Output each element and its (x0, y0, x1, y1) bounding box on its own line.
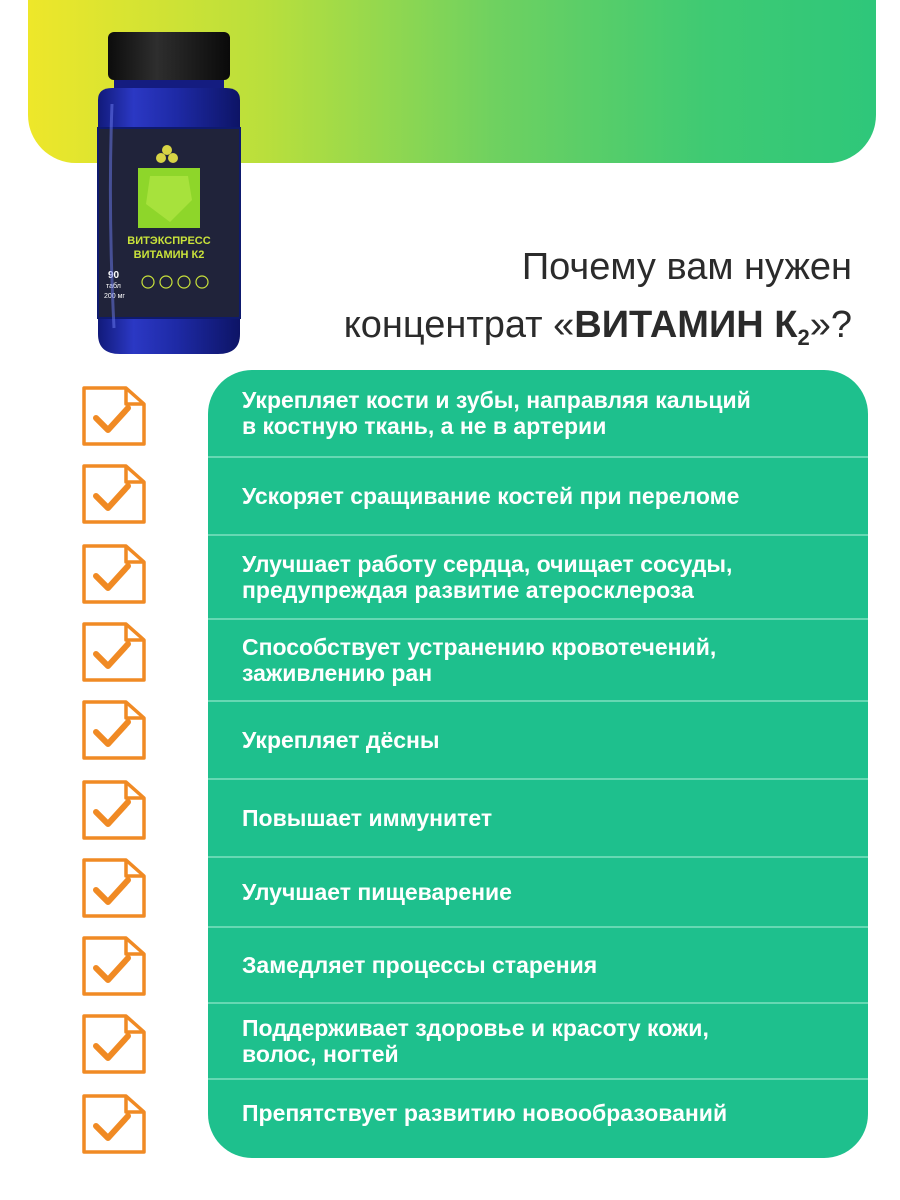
benefit-line: Укрепляет кости и зубы, направляя кальций (242, 387, 751, 413)
bottle-brand: ВИТЭКСПРЕСС (127, 235, 211, 247)
headline-subscript: 2 (797, 325, 810, 350)
benefit-line: волос, ногтей (242, 1041, 399, 1067)
benefit-text (242, 805, 492, 831)
checklist-icon (78, 1090, 150, 1158)
benefit-text (242, 727, 440, 753)
benefit-text (242, 1015, 709, 1067)
checklist-icon (78, 618, 150, 686)
benefit-line: Улучшает пищеварение (242, 879, 512, 905)
benefit-row (208, 536, 868, 618)
headline-line-1: Почему вам нужен (521, 246, 852, 288)
headline-line-2 (252, 296, 852, 354)
benefit-line: Укрепляет дёсны (242, 727, 440, 753)
benefit-row (208, 620, 868, 700)
headline-prefix: концентрат « (343, 304, 575, 346)
checklist-icon (78, 1010, 150, 1078)
benefit-row (208, 780, 868, 856)
benefit-line: Ускоряет сращивание костей при переломе (242, 483, 740, 509)
product-bottle-image (88, 28, 248, 358)
bottle-product-name: ВИТАМИН К2 (133, 249, 205, 261)
benefit-line: Препятствует развитию новообразований (242, 1100, 728, 1126)
benefit-line: Улучшает работу сердца, очищает сосуды, (242, 551, 733, 577)
benefits-panel (208, 370, 868, 1158)
benefit-text (242, 551, 732, 603)
headline-suffix: »? (809, 304, 852, 346)
benefit-row (208, 702, 868, 778)
benefit-row (208, 858, 868, 926)
benefit-line: Замедляет процессы старения (242, 952, 598, 978)
checklist-icon (78, 382, 150, 450)
checklist-icon (78, 460, 150, 528)
benefit-line: заживлению ран (242, 660, 433, 686)
headline-accent: ВИТАМИН К (574, 304, 798, 346)
bottle-count: 90 (108, 270, 120, 281)
benefit-line: Поддерживает здоровье и красоту кожи, (242, 1015, 709, 1041)
benefit-row (208, 928, 868, 1002)
bottle-count-unit: табл (106, 283, 121, 290)
benefit-row (208, 458, 868, 534)
benefit-line: в костную ткань, а не в артерии (242, 413, 607, 439)
checklist-icon (78, 540, 150, 608)
benefit-line: Способствует устранению кровотечений, (242, 634, 717, 660)
checklist-icon (78, 776, 150, 844)
checklist-icon (78, 696, 150, 764)
benefit-row (208, 370, 868, 456)
benefit-line: предупреждая развитие атеросклероза (242, 577, 694, 603)
benefit-text (242, 952, 597, 978)
benefit-text (242, 1100, 727, 1126)
headline (252, 238, 852, 354)
benefit-text (242, 483, 739, 509)
benefit-row (208, 1004, 868, 1078)
benefit-line: Повышает иммунитет (242, 805, 493, 831)
benefit-text (242, 634, 716, 686)
benefit-row (208, 1080, 868, 1146)
benefit-text (242, 879, 512, 905)
benefit-text (242, 387, 751, 439)
checklist-icon (78, 932, 150, 1000)
bottle-dose: 200 мг (104, 293, 125, 300)
checklist-icon (78, 854, 150, 922)
